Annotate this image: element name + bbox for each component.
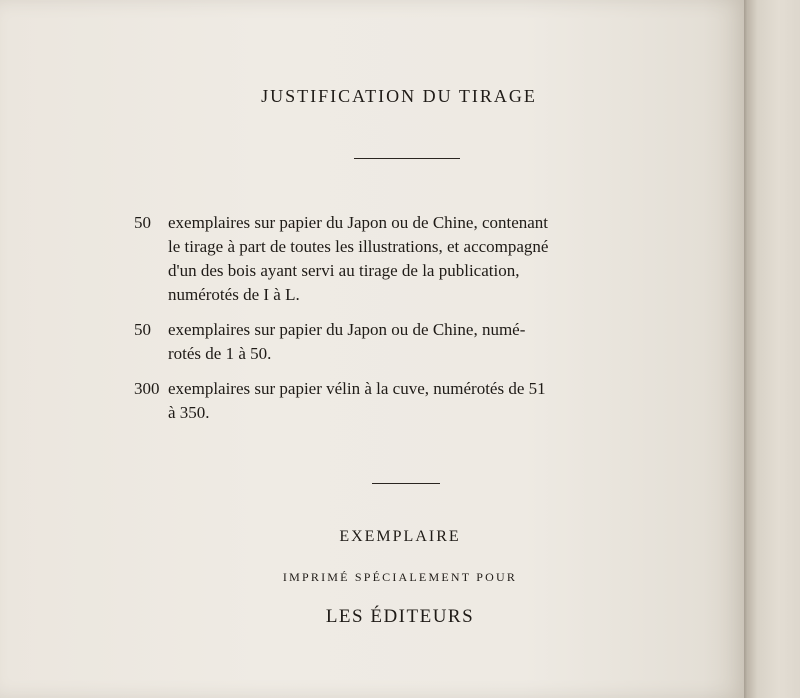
edition-line: rotés de 1 à 50.: [168, 344, 272, 363]
edition-line: à 350.: [168, 403, 210, 422]
edition-line: exemplaires sur papier du Japon ou de Chine, contenant: [168, 213, 549, 232]
edition-line: d'un des bois ayant servi au tirage de la publication,: [168, 261, 520, 280]
edition-entry: [134, 377, 674, 425]
edition-line: exemplaires sur papier vélin à la cuve, numérotés de 51: [168, 379, 546, 398]
edition-description: [166, 377, 674, 425]
footer-divider: [372, 483, 440, 484]
edition-entry: [134, 211, 674, 307]
edition-count: 50: [134, 320, 151, 339]
edition-list: [134, 211, 674, 436]
edition-line: numérotés de I à L.: [168, 285, 300, 304]
edition-count: 50: [134, 213, 151, 232]
edition-line: le tirage à part de toutes les illustrations, et accompagné: [168, 237, 549, 256]
title-divider: [354, 158, 460, 159]
edition-description: [166, 318, 674, 366]
page-title: JUSTIFICATION DU TIRAGE: [261, 86, 537, 106]
edition-description: [166, 211, 674, 307]
edition-count: 300: [134, 379, 160, 398]
exemplaire-label: EXEMPLAIRE: [339, 528, 461, 545]
edition-line: exemplaires sur papier du Japon ou de Chine, numé-: [168, 320, 526, 339]
imprime-label: IMPRIMÉ SPÉCIALEMENT POUR: [282, 570, 518, 584]
edition-entry: [134, 318, 674, 366]
editeurs-label: LES ÉDITEURS: [325, 606, 475, 627]
